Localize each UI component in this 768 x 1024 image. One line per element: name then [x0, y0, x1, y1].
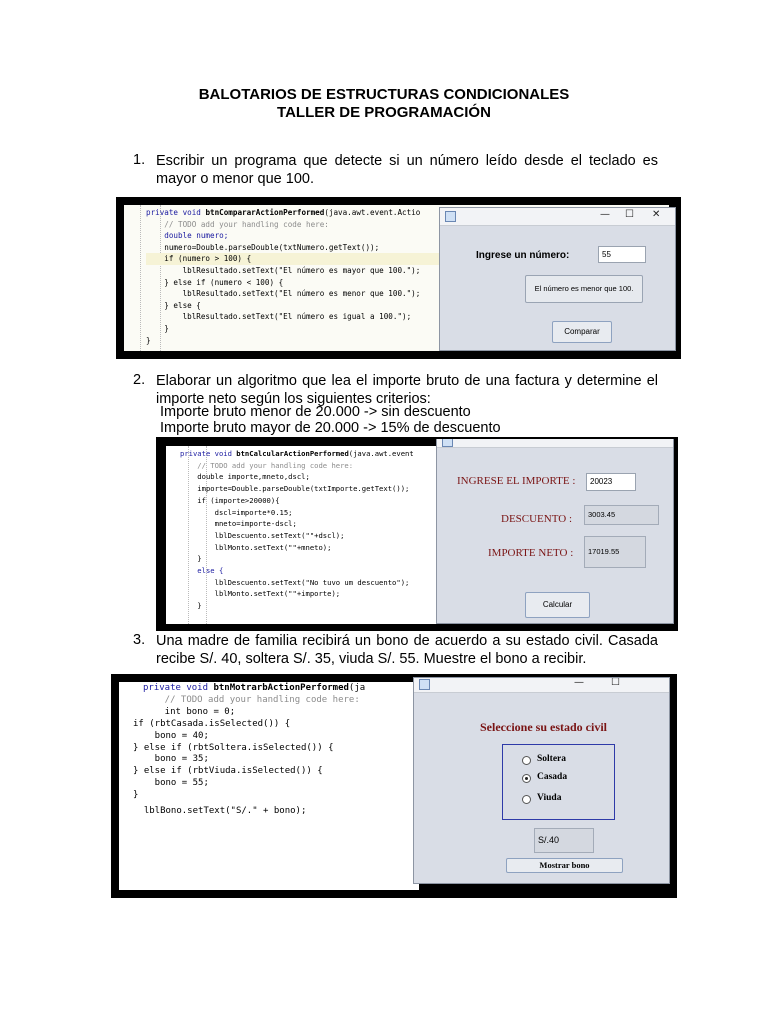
neto-label: IMPORTE NETO : — [488, 547, 574, 559]
radio-label-viuda: Viuda — [537, 793, 562, 803]
show-bono-button[interactable]: Mostrar bono — [506, 858, 623, 873]
estado-civil-heading: Seleccione su estado civil — [480, 720, 607, 734]
minimize-icon[interactable]: — — [574, 677, 584, 688]
code-line: private void btnCalcularActionPerformed(java.awt.event — [180, 449, 414, 458]
code-line: } — [146, 335, 151, 345]
code-line: double importe,mneto,dscl; — [180, 472, 310, 482]
code-line: mneto=importe-dscl; — [180, 519, 297, 529]
descuento-output: 3003.45 — [584, 505, 659, 525]
code-line: } — [180, 601, 202, 611]
code-line: double numero; — [146, 231, 229, 241]
code-line: numero=Double.parseDouble(txtNumero.getText()); — [146, 242, 380, 252]
calculate-button[interactable]: Calcular — [525, 592, 590, 618]
estado-civil-group — [502, 744, 615, 820]
neto-output: 17019.55 — [584, 536, 646, 568]
code-line: lblResultado.setText("El número es menor que 100."); — [146, 289, 421, 299]
code-line: lblMonto.setText(""+importe); — [180, 589, 341, 599]
number-input[interactable]: 55 — [598, 246, 646, 263]
code-line: bono = 35; — [133, 754, 209, 765]
compare-button[interactable]: Comparar — [552, 321, 612, 343]
code-line: lblDescuento.setText(""+dscl); — [180, 530, 345, 540]
window-title-bar — [414, 678, 669, 693]
app-window-2 — [436, 439, 674, 624]
app-window-3 — [413, 677, 670, 884]
maximize-icon[interactable]: ☐ — [611, 677, 620, 688]
code-line: lblDescuento.setText("No tuvo um descuento"); — [180, 577, 410, 587]
code-line: } else if (numero < 100) { — [146, 277, 284, 287]
code-line: } else if (rbtSoltera.isSelected()) { — [133, 742, 334, 753]
code-line: } else if (rbtViuda.isSelected()) { — [133, 766, 323, 777]
code-line: } else { — [146, 300, 201, 310]
radio-label-soltera: Soltera — [537, 754, 567, 764]
screenshot-3-frame — [111, 674, 677, 898]
minimize-icon[interactable]: — — [600, 209, 610, 220]
java-app-icon — [419, 679, 430, 690]
code-line: // TODO add your handling code here: — [143, 694, 360, 705]
exercise-1-number: 1. — [133, 152, 146, 168]
java-app-icon — [445, 211, 456, 222]
code-line: } — [146, 323, 169, 333]
code-line: } — [133, 790, 139, 801]
number-label: Ingrese un número: — [476, 250, 570, 261]
exercise-1-text: Escribir un programa que detecte si un número leído desde el teclado es mayor o menor que 100. — [156, 153, 658, 187]
importe-input[interactable]: 20023 — [586, 473, 636, 491]
criteria-2: Importe bruto mayor de 20.000 -> 15% de descuento — [160, 420, 501, 436]
document-title: BALOTARIOS DE ESTRUCTURAS CONDICIONALES — [198, 86, 570, 103]
exercise-3-text: Una madre de familia recibirá un bono de acuerdo a su estado civil. Casada recibe S/. 40, soltera S/. 35, viuda S/. 55. Muestre el bono a recibir. — [156, 633, 658, 667]
importe-label: INGRESE EL IMPORTE : — [457, 475, 576, 487]
close-icon[interactable]: ✕ — [652, 209, 661, 220]
code-line: lblMonto.setText(""+mneto); — [180, 542, 332, 552]
code-editor-3 — [119, 682, 419, 890]
code-line: if (numero > 100) { — [146, 253, 669, 265]
code-line: lblBono.setText("S/." + bono); — [133, 806, 307, 817]
java-app-icon — [442, 439, 453, 447]
radio-soltera[interactable] — [522, 756, 531, 765]
radio-viuda[interactable] — [522, 795, 531, 804]
code-line: // TODO add your handling code here: — [146, 219, 329, 229]
code-line: importe=Double.parseDouble(txtImporte.getText()); — [180, 484, 410, 494]
descuento-label: DESCUENTO : — [501, 513, 572, 525]
code-line: } — [180, 554, 202, 564]
code-line: // TODO add your handling code here: — [180, 460, 354, 470]
screenshot-1-frame — [116, 197, 681, 359]
radio-label-casada: Casada — [537, 772, 568, 782]
code-line: private void btnCompararActionPerformed(java.awt.event.Actio — [146, 208, 421, 217]
code-line: private void btnMotrarbActionPerformed(ja — [143, 683, 366, 693]
code-line: bono = 40; — [133, 730, 209, 741]
code-line: int bono = 0; — [143, 706, 236, 717]
code-line: lblResultado.setText("El número es mayor que 100."); — [146, 265, 421, 275]
code-line: dscl=importe*0.15; — [180, 507, 293, 517]
code-line: if (importe>20000){ — [180, 495, 280, 505]
radio-casada[interactable] — [522, 774, 531, 783]
result-label: El número es menor que 100. — [525, 275, 643, 303]
code-line: bono = 55; — [133, 778, 209, 789]
maximize-icon[interactable]: ☐ — [625, 209, 634, 220]
code-line: else { — [180, 566, 224, 576]
app-window-1 — [439, 207, 676, 351]
exercise-3-number: 3. — [133, 632, 146, 648]
exercise-2-text: Elaborar un algoritmo que lea el importe bruto de una factura y determine el importe neto según los siguientes criterios: — [156, 373, 658, 407]
criteria-1: Importe bruto menor de 20.000 -> sin descuento — [160, 404, 471, 420]
code-line: if (rbtCasada.isSelected()) { — [133, 718, 291, 729]
bono-output: S/.40 — [534, 828, 594, 853]
window-title-bar — [440, 208, 675, 226]
exercise-2-number: 2. — [133, 372, 146, 388]
window-title-bar — [437, 439, 673, 448]
code-editor-2 — [166, 446, 446, 624]
code-line: lblResultado.setText("El número es igual a 100."); — [146, 312, 412, 322]
document-subtitle: TALLER DE PROGRAMACIÓN — [277, 104, 491, 121]
screenshot-2-frame — [156, 437, 678, 631]
